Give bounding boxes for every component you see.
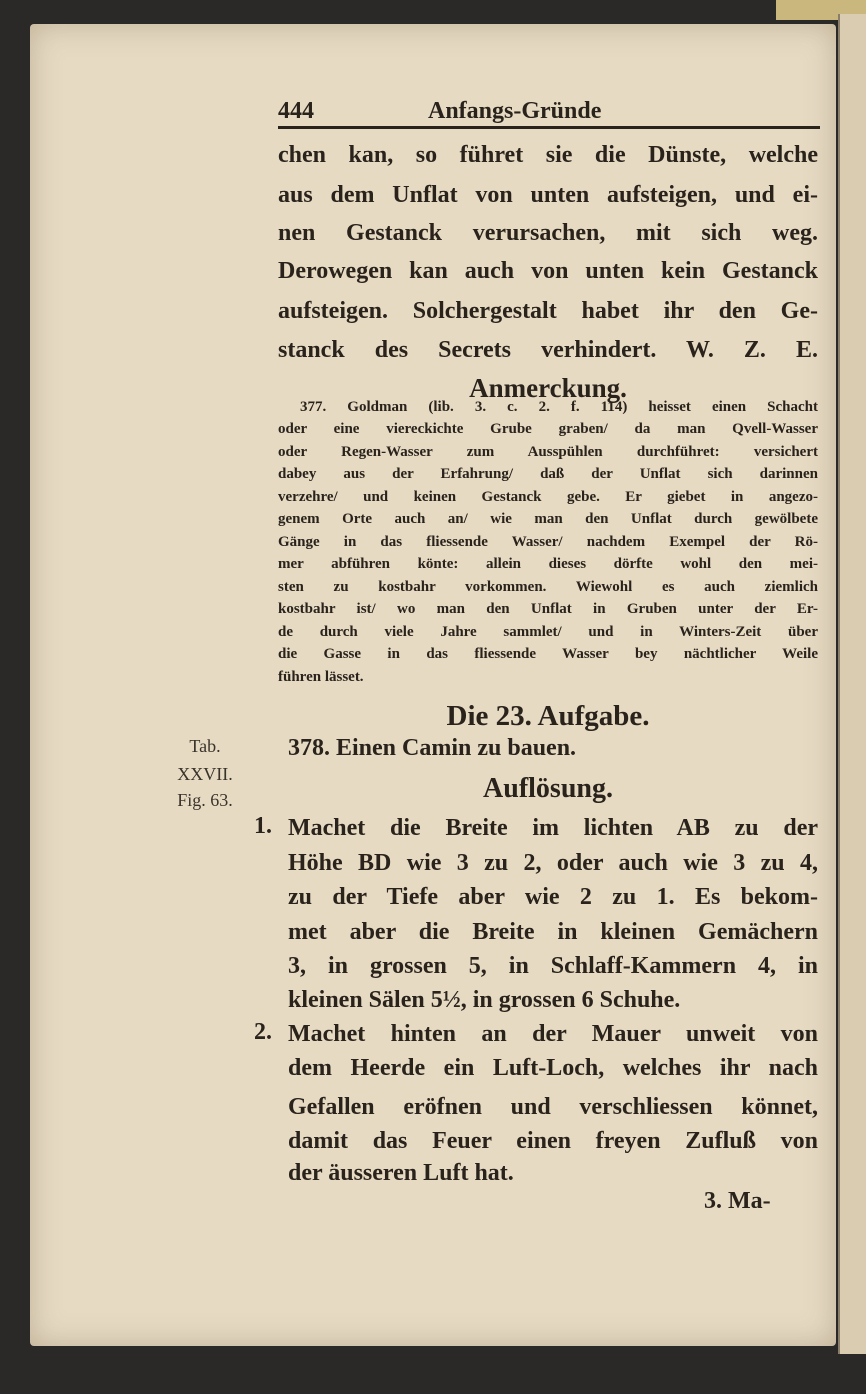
remark-line: verzehre/ und keinen Gestanck gebe. Er giebet in angezo-	[278, 489, 818, 505]
step-line: Machet hinten an der Mauer unweit von	[288, 1021, 818, 1047]
remark-line: führen lässet.	[278, 669, 364, 685]
step-line: Machet die Breite im lichten AB zu der	[288, 815, 818, 841]
step-line: dem Heerde ein Luft-Loch, welches ihr nach	[288, 1055, 818, 1081]
step-number: 1.	[254, 813, 272, 839]
remark-line: Gänge in das fliessende Wasser/ nachdem Exempel der Rö-	[278, 534, 818, 550]
remark-line: oder eine viereckichte Grube graben/ da man Qvell-Wasser	[278, 421, 818, 437]
remark-line: die Gasse in das fliessende Wasser bey nächtlicher Weile	[278, 646, 818, 662]
step-line: kleinen Sälen 5½, in grossen 6 Schuhe.	[288, 987, 681, 1013]
text-line: nen Gestanck verursachen, mit sich weg.	[278, 220, 818, 246]
solution-heading: Auflösung.	[483, 774, 613, 804]
text-line: aus dem Unflat von unten aufsteigen, und ei-	[278, 182, 818, 208]
remark-line: de durch viele Jahre sammlet/ und in Winters-Zeit über	[278, 624, 818, 640]
remark-line: kostbahr ist/ wo man den Unflat in Gruben unter der Er-	[278, 601, 818, 617]
text-line: chen kan, so führet sie die Dünste, welche	[278, 142, 818, 168]
margin-note-tab: Tab.	[189, 736, 221, 756]
step-line: damit das Feuer einen freyen Zufluß von	[288, 1128, 818, 1154]
step-line: met aber die Breite in kleinen Gemächern	[288, 919, 818, 945]
running-header	[278, 98, 818, 128]
remark-line: sten zu kostbahr vorkommen. Wiewohl es auch ziemlich	[278, 579, 818, 595]
text-line: stanck des Secrets verhindert. W. Z. E.	[278, 337, 818, 363]
margin-note-plate: XXVII.	[177, 764, 233, 784]
text-line: aufsteigen. Solchergestalt habet ihr den Ge-	[278, 298, 818, 324]
margin-note-figure: Fig. 63.	[177, 790, 233, 810]
remark-line: dabey aus der Erfahrung/ daß der Unflat sich darinnen	[278, 466, 818, 482]
step-line: zu der Tiefe aber wie 2 zu 1. Es bekom-	[288, 884, 818, 910]
step-line: Höhe BD wie 3 zu 2, oder auch wie 3 zu 4,	[288, 850, 818, 876]
remark-line: oder Regen-Wasser zum Ausspühlen durchführet: versichert	[278, 444, 818, 460]
remark-line: genem Orte auch an/ wie man den Unflat durch gewölbete	[278, 511, 818, 527]
next-page-edge	[838, 14, 866, 1354]
task-heading: Die 23. Aufgabe.	[446, 700, 650, 732]
running-title: Anfangs-Gründe	[428, 98, 602, 124]
remark-heading: Anmerckung.	[469, 373, 627, 403]
step-line: 3, in grossen 5, in Schlaff-Kammern 4, in	[288, 953, 818, 979]
step-line: der äusseren Luft hat.	[288, 1160, 514, 1186]
remark-line: mer abführen könte: allein dieses dörfte wohl den mei-	[278, 556, 818, 572]
page-number: 444	[278, 98, 314, 124]
task-title: 378. Einen Camin zu bauen.	[288, 735, 577, 761]
step-line: Gefallen eröfnen und verschliessen könnet,	[288, 1094, 818, 1120]
header-rule	[278, 126, 820, 129]
remark-line: 377. Goldman (lib. 3. c. 2. f. 114) heisset einen Schacht	[300, 399, 818, 415]
catchword: 3. Ma-	[704, 1188, 771, 1214]
text-line: Derowegen kan auch von unten kein Gestanck	[278, 258, 818, 284]
step-number: 2.	[254, 1019, 272, 1045]
